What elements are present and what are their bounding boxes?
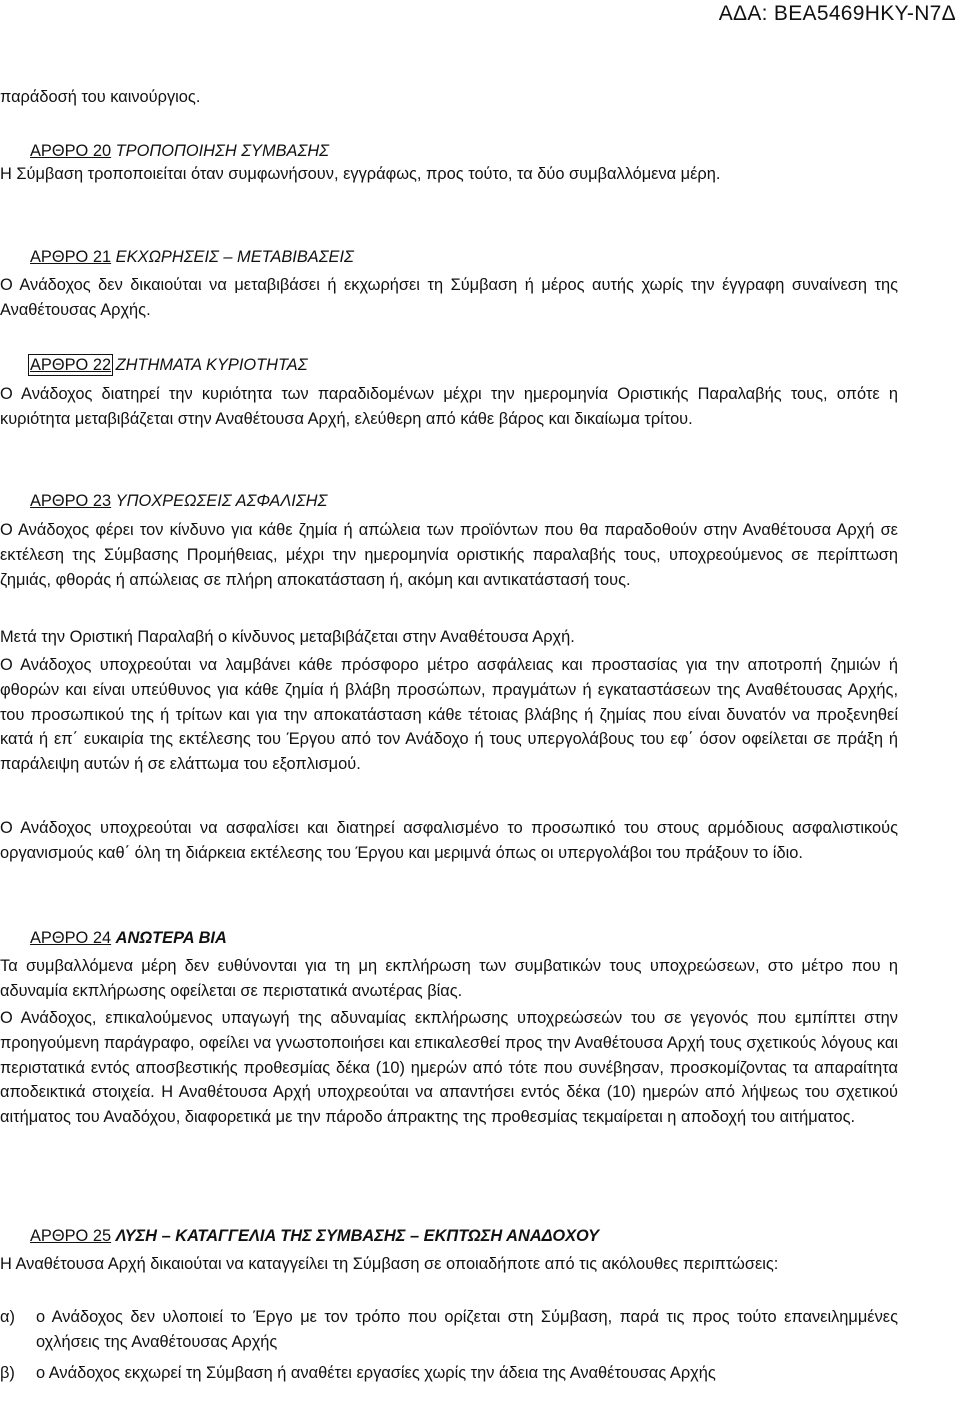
article-22-heading	[30, 354, 308, 376]
article-25-item-a	[0, 1305, 898, 1355]
article-24-paragraph-2: Ο Ανάδοχος, επικαλούμενος υπαγωγή της αδυναμίας εκπλήρωσης υποχρεώσεών του σε γεγονός που εμπίπτει στην προηγούμενη παράγραφο, οφείλει να γνωστοποιήσει και επικαλεσθεί προς την Αναθέτουσα Αρχή τους σχετικούς λόγους και περιστατικά εντός αποσβεστικής προθεσμίας δέκα (10) ημερών από τότε που συνέβησαν, προσκομίζοντας τα απαραίτητα αποδεικτικά στοιχεία. Η Αναθέτουσα Αρχή υποχρεούται να απαντήσει εντός δέκα (10) ημερών από λήψεως του σχετικού αιτήματος του Αναδόχου, διαφορετικά με την πάροδο άπρακτης της προθεσμίας τεκμαίρεται η αποδοχή του αιτήματος.	[0, 1009, 898, 1127]
article-23-paragraph-2: Μετά την Οριστική Παραλαβή ο κίνδυνος μεταβιβάζεται στην Αναθέτουσα Αρχή.	[0, 628, 575, 646]
article-24-paragraph-1: Τα συμβαλλόμενα μέρη δεν ευθύνονται για τη μη εκπλήρωση των συμβατικών τους υποχρεώσεων, στο μέτρο που η αδυναμία εκπλήρωσης οφείλεται σε περιστατικά ανωτέρας βίας.	[0, 957, 898, 1000]
article-25-number: ΑΡΘΡΟ 25	[30, 1227, 112, 1245]
article-21-title: ΕΚΧΩΡΗΣΕΙΣ – ΜΕΤΑΒΙΒΑΣΕΙΣ	[115, 248, 354, 266]
article-23-paragraph-3: Ο Ανάδοχος υποχρεούται να λαμβάνει κάθε πρόσφορο μέτρο ασφάλειας και προστασίας για την αποτροπή ζημιών ή φθορών και είναι υπεύθυνος για κάθε ζημία ή βλάβη προσώπων, πραγμάτων ή εγκαταστάσεων της Αναθέτουσας Αρχής, του προσωπικού της ή τρίτων και για την αποκατάσταση κάθε τέτοιας βλάβης ή ζημίας που είναι δυνατόν να προξενηθεί κατά ή επ΄ ευκαιρία της εκτέλεσης του Έργου από τον Ανάδοχο ή τους υπεργολάβους του εφ΄ όσον οφείλεται σε πράξη ή παράλειψη αυτών ή σε ελάττωμα του εξοπλισμού.	[0, 656, 898, 774]
item-label: α)	[0, 1308, 15, 1326]
article-22-number: ΑΡΘΡΟ 22	[30, 356, 112, 374]
article-20-text: Η Σύμβαση τροποποιείται όταν συμφωνήσουν, εγγράφως, προς τούτο, τα δύο συμβαλλόμενα μέρη.	[0, 165, 721, 183]
item-text: ο Ανάδοχος εκχωρεί τη Σύμβαση ή αναθέτει εργασίες χωρίς την άδεια της Αναθέτουσας Αρχής	[36, 1364, 716, 1382]
article-25-title: ΛΥΣΗ – ΚΑΤΑΓΓΕΛΙΑ ΤΗΣ ΣΥΜΒΑΣΗΣ – ΕΚΠΤΩΣΗ ΑΝΑΔΟΧΟΥ	[115, 1227, 600, 1245]
article-22-text: Ο Ανάδοχος διατηρεί την κυριότητα των παραδιδομένων μέχρι την ημερομηνία Οριστικής Παραλαβής τους, οπότε η κυριότητα μεταβιβάζεται στην Αναθέτουσα Αρχή, ελεύθερη από κάθε βάρος και δικαίωμα τρίτου.	[0, 385, 898, 428]
ada-code: ΑΔΑ: ΒΕΑ5469ΗΚΥ-Ν7Δ	[718, 2, 956, 25]
article-20-heading	[30, 140, 329, 162]
article-21-heading	[30, 246, 354, 268]
item-label: β)	[0, 1364, 15, 1382]
article-25-heading	[30, 1225, 599, 1247]
article-23-number: ΑΡΘΡΟ 23	[30, 492, 112, 510]
article-23-paragraph-1: Ο Ανάδοχος φέρει τον κίνδυνο για κάθε ζημία ή απώλεια των προϊόντων που θα παραδοθούν στην Αναθέτουσα Αρχή σε εκτέλεση της Σύμβασης Προμήθειας, μέχρι την ημερομηνία οριστικής παραλαβής τους, υποχρεούμενος σε περίπτωση ζημιάς, φθοράς ή απώλειας σε πλήρη αποκατάσταση ή, ακόμη και αντικατάστασή τους.	[0, 521, 898, 589]
article-20-title: ΤΡΟΠΟΠΟΙΗΣΗ ΣΥΜΒΑΣΗΣ	[115, 142, 329, 160]
article-23-title: ΥΠΟΧΡΕΩΣΕΙΣ ΑΣΦΑΛΙΣΗΣ	[115, 492, 328, 510]
article-21-text: Ο Ανάδοχος δεν δικαιούται να μεταβιβάσει ή εκχωρήσει τη Σύμβαση ή μέρος αυτής χωρίς την έγγραφη συναίνεση της Αναθέτουσας Αρχής.	[0, 276, 898, 319]
article-21-number: ΑΡΘΡΟ 21	[30, 248, 112, 266]
article-24-title: ΑΝΩΤΕΡΑ ΒΙΑ	[115, 929, 227, 947]
article-22-title: ΖΗΤΗΜΑΤΑ ΚΥΡΙΟΤΗΤΑΣ	[115, 356, 308, 374]
article-20-number: ΑΡΘΡΟ 20	[30, 142, 112, 160]
intro-line: παράδοσή του καινούργιος.	[0, 88, 201, 106]
article-24-heading	[30, 927, 227, 949]
article-25-intro: Η Αναθέτουσα Αρχή δικαιούται να καταγγείλει τη Σύμβαση σε οποιαδήποτε από τις ακόλουθες περιπτώσεις:	[0, 1255, 779, 1273]
item-text: ο Ανάδοχος δεν υλοποιεί το Έργο με τον τρόπο που ορίζεται στη Σύμβαση, παρά τις προς τούτο επανειλημμένες οχλήσεις της Αναθέτουσας Αρχής	[36, 1308, 898, 1351]
article-23-paragraph-4: Ο Ανάδοχος υποχρεούται να ασφαλίσει και διατηρεί ασφαλισμένο το προσωπικό του στους αρμόδιους ασφαλιστικούς οργανισμούς καθ΄ όλη τη διάρκεια εκτέλεσης του Έργου και μεριμνά όπως οι υπεργολάβοι του πράξουν το ίδιο.	[0, 819, 898, 862]
article-25-item-b	[0, 1361, 898, 1386]
article-24-number: ΑΡΘΡΟ 24	[30, 929, 112, 947]
article-23-heading	[30, 490, 327, 512]
